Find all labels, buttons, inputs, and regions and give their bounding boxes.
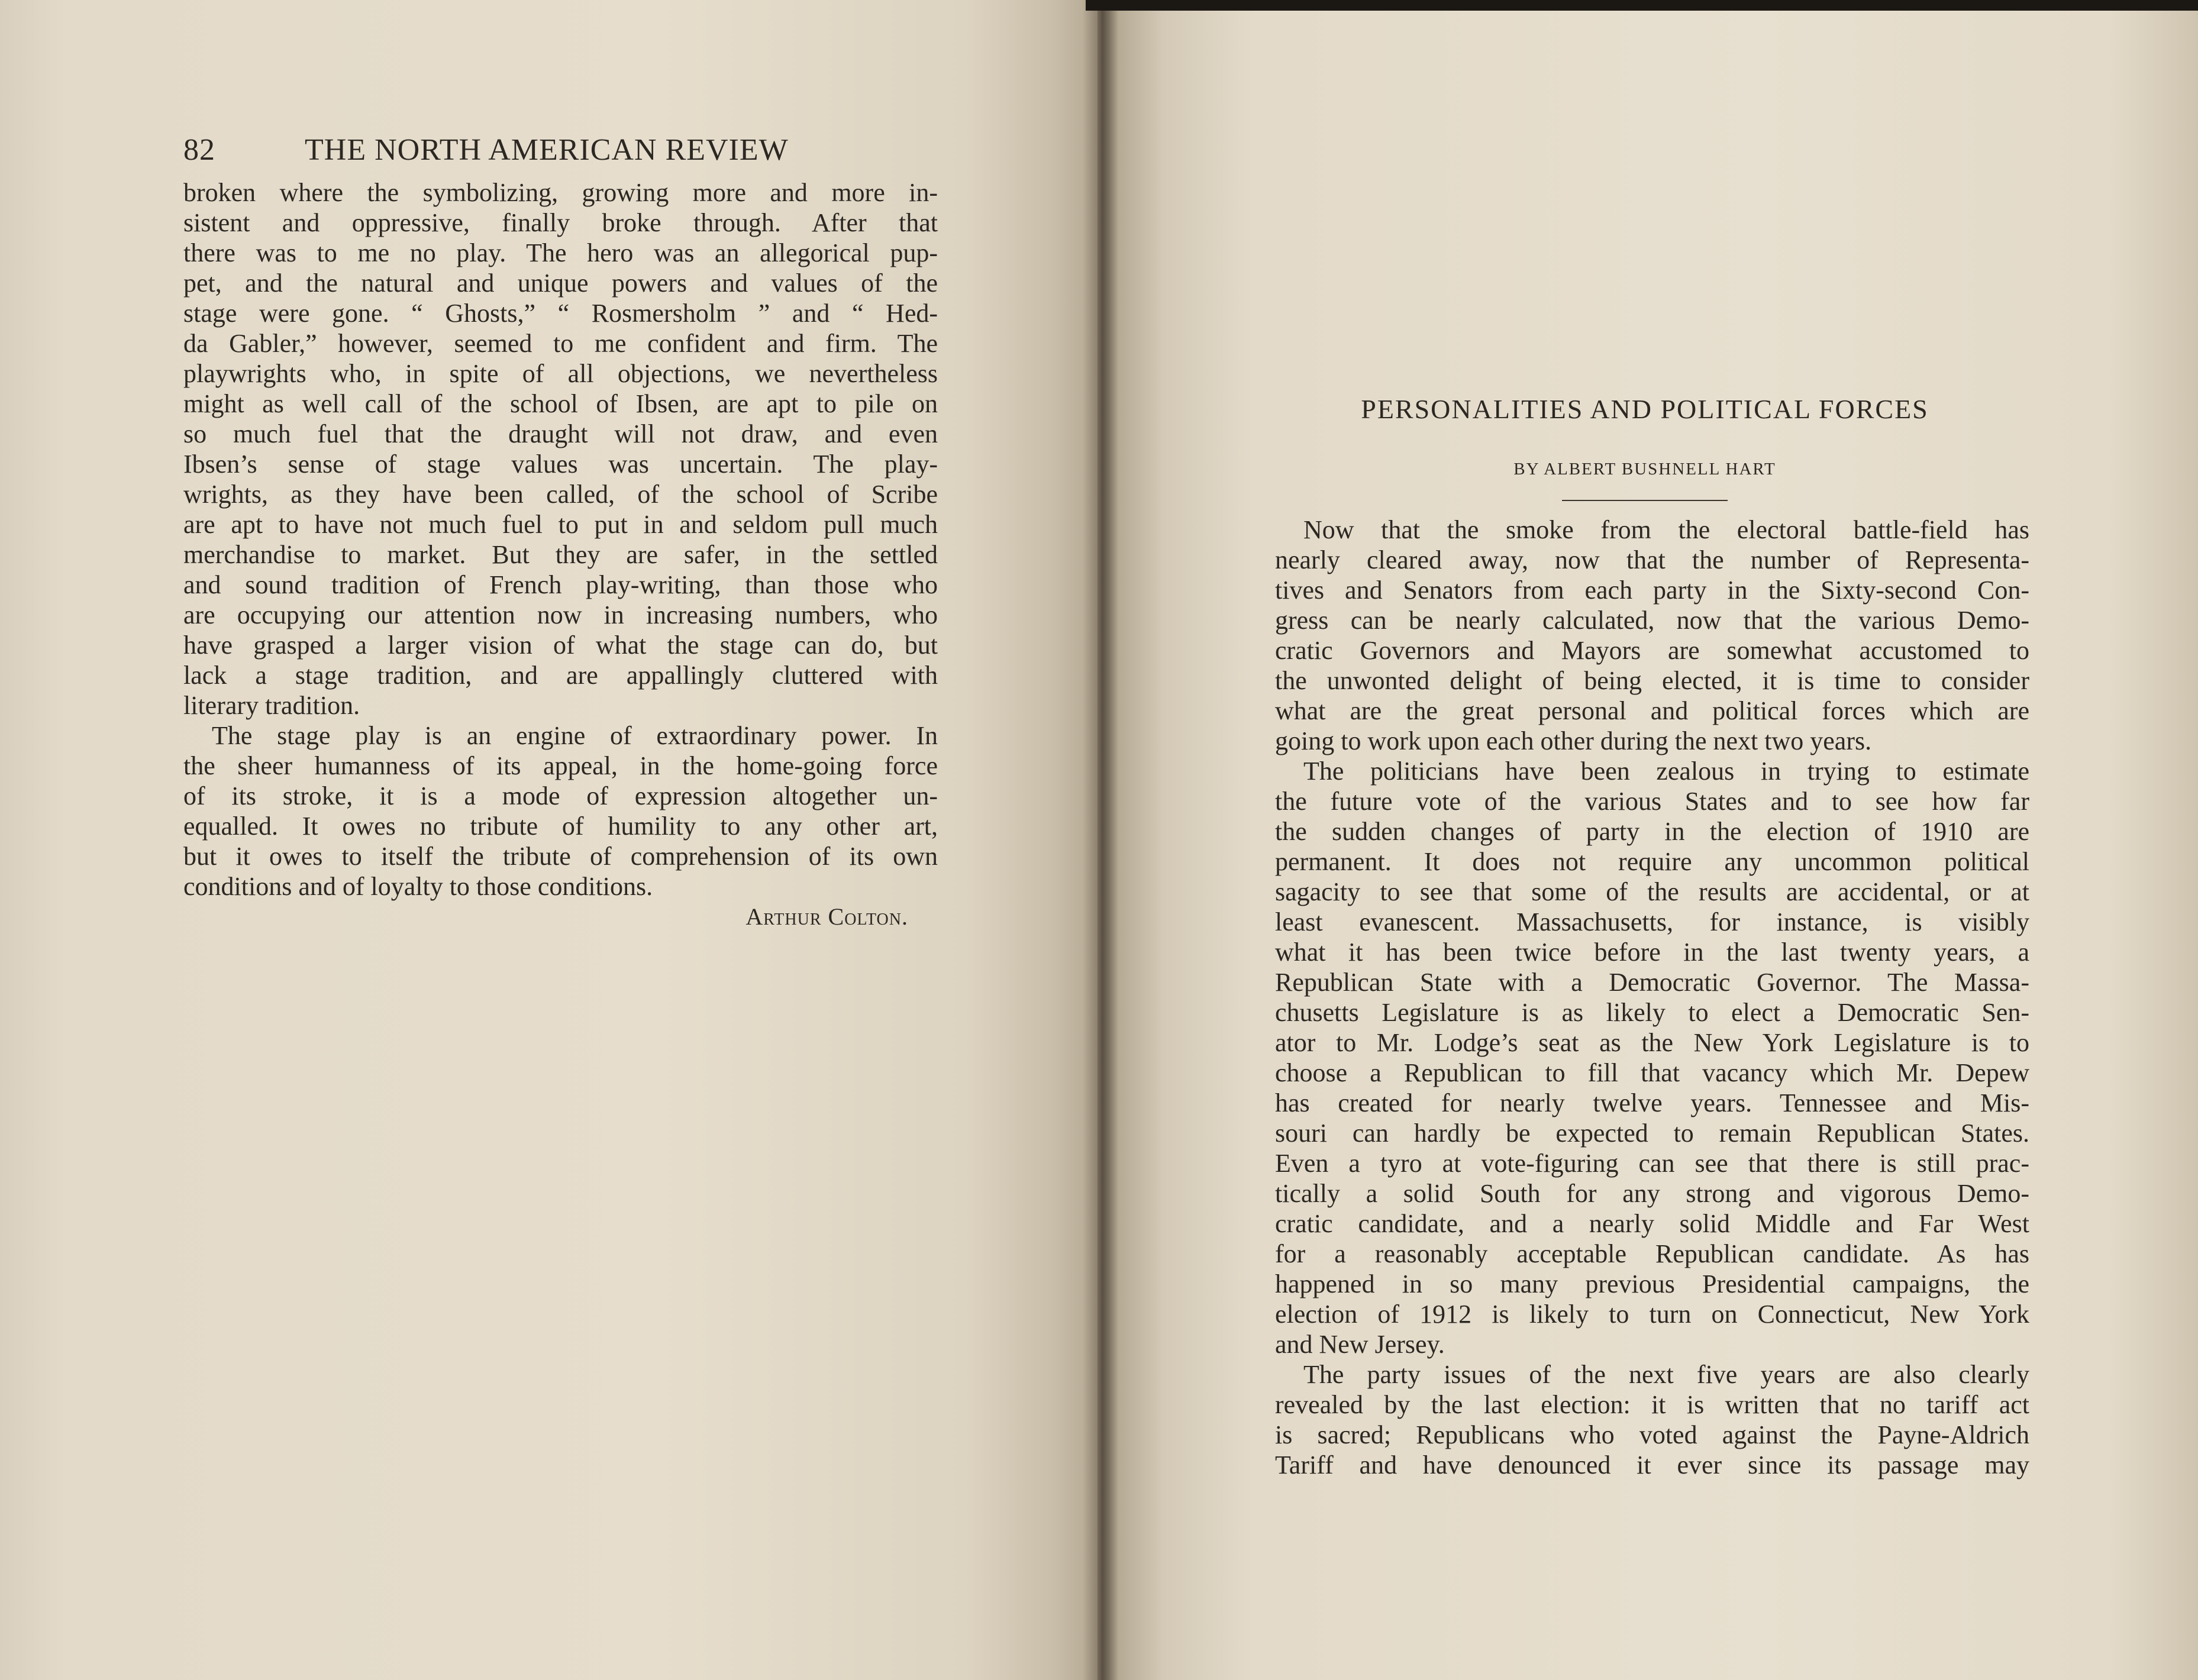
text-line: literary tradition. <box>183 691 360 720</box>
text-line: and New Jersey. <box>1275 1330 1445 1359</box>
text-line: election of 1912 is likely to turn on Connecticut, New York <box>1275 1300 2029 1329</box>
text-line: choose a Republican to fill that vacancy which Mr. Depew <box>1275 1058 2029 1087</box>
left-page <box>0 0 1098 1680</box>
article-title: PERSONALITIES AND POLITICAL FORCES <box>1361 394 1929 424</box>
text-line: ator to Mr. Lodge’s seat as the New York Legislature is to <box>1275 1028 2029 1057</box>
text-line: chusetts Legislature is as likely to elect a Democratic Sen- <box>1275 998 2029 1027</box>
text-line: have grasped a larger vision of what the stage can do, but <box>183 631 938 660</box>
page-top-edge <box>1086 0 2198 11</box>
text-line: there was to me no play. The hero was an allegorical pup- <box>183 238 938 267</box>
text-line: stage were gone. “ Ghosts,” “ Rosmersholm ” and “ Hed- <box>183 299 938 328</box>
text-line: so much fuel that the draught will not draw, and even <box>183 419 938 448</box>
text-line: happened in so many previous Presidential campaigns, the <box>1275 1269 2029 1298</box>
text-line: wrights, as they have been called, of the school of Scribe <box>183 480 938 509</box>
text-line: cratic candidate, and a nearly solid Middle and Far West <box>1275 1209 2029 1238</box>
title-rule <box>1562 500 1728 501</box>
text-line: are apt to have not much fuel to put in and seldom pull much <box>183 510 938 539</box>
text-line: permanent. It does not require any uncommon political <box>1275 847 2029 876</box>
text-line: equalled. It owes no tribute of humility to any other art, <box>183 812 938 841</box>
running-head <box>183 133 953 174</box>
author-signature: Arthur Colton. <box>745 903 908 930</box>
text-line: has created for nearly twelve years. Tennessee and Mis- <box>1275 1088 2029 1117</box>
text-line: are occupying our attention now in increasing numbers, who <box>183 600 938 629</box>
text-line: conditions and of loyalty to those conditions. <box>183 872 653 901</box>
text-line: The politicians have been zealous in trying to estimate <box>1303 757 2029 786</box>
journal-title: THE NORTH AMERICAN REVIEW <box>305 133 789 167</box>
left-body-text <box>183 177 938 932</box>
text-line: lack a stage tradition, and are appallingly cluttered with <box>183 661 938 690</box>
text-line: the future vote of the various States and to see how far <box>1275 787 2029 816</box>
text-line: merchandise to market. But they are safer, in the settled <box>183 540 938 569</box>
text-line: what are the great personal and political forces which are <box>1275 696 2029 725</box>
text-line: tically a solid South for any strong and vigorous Demo- <box>1275 1179 2029 1208</box>
text-line: da Gabler,” however, seemed to me confident and firm. The <box>183 329 938 358</box>
text-line: of its stroke, it is a mode of expression altogether un- <box>183 781 938 810</box>
text-line: gress can be nearly calculated, now that the various Demo- <box>1275 606 2029 635</box>
text-line: broken where the symbolizing, growing more and more in- <box>183 178 938 207</box>
text-line: Ibsen’s sense of stage values was uncertain. The play- <box>183 450 938 479</box>
text-line: The stage play is an engine of extraordinary power. In <box>212 721 938 750</box>
text-line: but it owes to itself the tribute of comprehension of its own <box>183 842 938 871</box>
article-byline: BY ALBERT BUSHNELL HART <box>1513 460 1776 479</box>
text-line: Even a tyro at vote-figuring can see that there is still prac- <box>1275 1149 2029 1178</box>
text-line: Republican State with a Democratic Governor. The Massa- <box>1275 968 2029 997</box>
text-line: going to work upon each other during the next two years. <box>1275 726 1872 755</box>
page-number: 82 <box>183 133 215 167</box>
text-line: pet, and the natural and unique powers and values of the <box>183 269 938 298</box>
text-line: the unwonted delight of being elected, it is time to consider <box>1275 666 2029 695</box>
text-line: the sheer humanness of its appeal, in the home-going force <box>183 751 938 780</box>
text-line: and sound tradition of French play-writing, than those who <box>183 570 938 599</box>
text-line: souri can hardly be expected to remain Republican States. <box>1275 1119 2029 1148</box>
text-line: might as well call of the school of Ibsen, are apt to pile on <box>183 389 938 418</box>
right-body-text <box>1275 515 2029 1480</box>
text-line: revealed by the last election: it is written that no tariff act <box>1275 1390 2029 1419</box>
book-gutter <box>1083 0 1118 1680</box>
text-line: what it has been twice before in the last twenty years, a <box>1275 938 2029 967</box>
text-line: Tariff and have denounced it ever since its passage may <box>1275 1450 2029 1479</box>
text-line: nearly cleared away, now that the number of Representa- <box>1275 545 2029 574</box>
text-line: The party issues of the next five years are also clearly <box>1303 1360 2029 1389</box>
text-line: sagacity to see that some of the results are accidental, or at <box>1275 877 2029 906</box>
text-line: Now that the smoke from the electoral battle-field has <box>1303 515 2029 544</box>
text-line: for a reasonably acceptable Republican candidate. As has <box>1275 1239 2029 1268</box>
text-line: playwrights who, in spite of all objections, we nevertheless <box>183 359 938 388</box>
text-line: least evanescent. Massachusetts, for instance, is visibly <box>1275 907 2029 936</box>
text-line: sistent and oppressive, finally broke through. After that <box>183 208 938 237</box>
text-line: tives and Senators from each party in the Sixty-second Con- <box>1275 576 2029 605</box>
text-line: cratic Governors and Mayors are somewhat accustomed to <box>1275 636 2029 665</box>
text-line: the sudden changes of party in the election of 1910 are <box>1275 817 2029 846</box>
text-line: is sacred; Republicans who voted against the Payne-Aldrich <box>1275 1420 2029 1449</box>
